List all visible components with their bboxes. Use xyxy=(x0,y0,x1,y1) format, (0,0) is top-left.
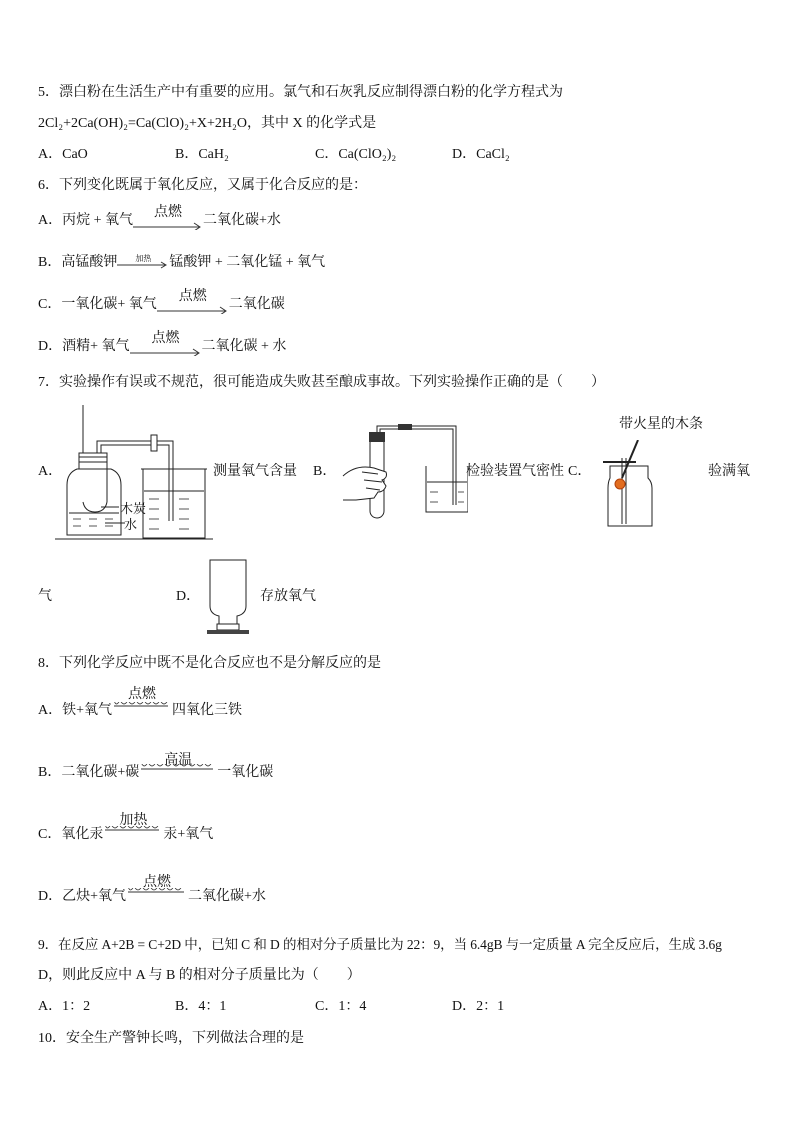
reaction-condition: 高温 xyxy=(164,753,193,768)
reaction-arrow xyxy=(103,813,163,844)
oxygen-storage-bottle xyxy=(205,558,251,636)
reaction-arrow xyxy=(112,687,172,720)
q8-c-product: 汞+氧气 xyxy=(163,827,214,842)
q6-option-b xyxy=(38,254,325,272)
reaction-condition: 加热 xyxy=(135,254,152,263)
q7-stem: 7．实验操作有误或不规范，很可能造成失败甚至酿成事故。下列实验操作正确的是（ ） xyxy=(38,375,605,390)
q8-d-product: 二氧化碳+水 xyxy=(188,889,266,904)
q6-option-c xyxy=(38,289,285,314)
label-glowing-stick: 带火星的木条 xyxy=(619,417,703,432)
q6-b-label: B．高锰酸钾 xyxy=(38,255,118,270)
q6-c-product: 二氧化碳 xyxy=(228,297,285,312)
reaction-condition: 点燃 xyxy=(151,331,180,346)
q5-stem: 5．漂白粉在生活生产中有重要的应用。氯气和石灰乳反应制得漂白粉的化学方程式为 xyxy=(38,85,563,100)
oxygen-full-test-apparatus xyxy=(598,440,668,530)
q9-option-b: B．4：1 xyxy=(175,999,227,1014)
q5-option-b: B．CaH₂ xyxy=(175,147,229,162)
reaction-arrow xyxy=(130,331,202,356)
q6-d-product: 二氧化碳 + 水 xyxy=(201,339,287,354)
q8-b-label: B．二氧化碳+碳 xyxy=(38,765,140,780)
q8-option-b xyxy=(38,753,274,782)
q9-option-c: C．1：4 xyxy=(315,999,367,1014)
q5-equation: 2Cl₂+2Ca(OH)₂=Ca(ClO)₂+X+2H₂O，其中 X 的化学式是 xyxy=(38,116,377,131)
q8-a-label: A．铁+氧气 xyxy=(38,703,113,718)
reaction-condition: 加热 xyxy=(119,813,148,828)
q9-option-a: A．1：2 xyxy=(38,999,91,1014)
q8-option-a xyxy=(38,687,243,720)
reaction-condition: 点燃 xyxy=(154,205,183,220)
q6-stem: 6．下列变化既属于氧化反应，又属于化合反应的是： xyxy=(38,178,367,193)
reaction-arrow xyxy=(157,289,229,314)
q6-option-a xyxy=(38,205,281,230)
q7-option-b-prefix: B． xyxy=(313,464,337,479)
reaction-condition: 点燃 xyxy=(143,875,172,890)
q7-option-c-prefix: C． xyxy=(568,464,592,479)
q7-option-d-text: 存放氧气 xyxy=(260,589,316,604)
q6-a-label: A．丙烷 + 氧气 xyxy=(38,213,134,228)
label-water: 水 xyxy=(124,517,138,532)
q6-c-label: C．一氧化碳+ 氧气 xyxy=(38,297,157,312)
air-tightness-apparatus xyxy=(338,420,468,520)
q8-a-product: 四氧化三铁 xyxy=(172,703,243,718)
q8-b-product: 一氧化碳 xyxy=(217,765,274,780)
q7-option-a-prefix: A． xyxy=(38,464,63,479)
reaction-arrow xyxy=(117,254,169,272)
q5-option-d: D．CaCl₂ xyxy=(452,147,510,162)
q9-option-d: D．2：1 xyxy=(452,999,505,1014)
q8-c-label: C．氧化汞 xyxy=(38,827,104,842)
q5-option-c: C．Ca(ClO₂)₂ xyxy=(315,147,397,162)
reaction-arrow xyxy=(133,205,203,230)
q7-option-c-text-2: 气 xyxy=(38,589,52,604)
q9-stem-line-2: D，则此反应中 A 与 B 的相对分子质量比为（ ） xyxy=(38,968,361,983)
q7-option-a-text: 测量氧气含量 xyxy=(213,464,297,479)
q5-option-a: A．CaO xyxy=(38,147,88,162)
q6-b-product: 锰酸钾 + 二氧化锰 + 氧气 xyxy=(169,255,326,270)
label-charcoal: 木炭 xyxy=(120,501,147,516)
q10-stem: 10．安全生产警钟长鸣，下列做法合理的是 xyxy=(38,1031,304,1046)
reaction-condition: 点燃 xyxy=(128,687,157,702)
q6-d-label: D．酒精+ 氧气 xyxy=(38,339,130,354)
q8-option-d xyxy=(38,875,266,906)
q8-d-label: D．乙炔+氧气 xyxy=(38,889,127,904)
q6-a-product: 二氧化碳+水 xyxy=(203,213,281,228)
q9-stem-line-1: 9．在反应 A+2B = C+2D 中，已知 C 和 D 的相对分子质量比为 22：9，当 6.4gB 与一定质量 A 完全反应后，生成 3.6g xyxy=(38,937,722,952)
q7-option-b-text: 检验装置气密性 xyxy=(466,464,564,479)
reaction-arrow xyxy=(139,753,217,782)
q8-option-c xyxy=(38,813,214,844)
q6-option-d xyxy=(38,331,287,356)
reaction-condition: 点燃 xyxy=(178,289,207,304)
reaction-arrow xyxy=(126,875,188,906)
q8-stem: 8．下列化学反应中既不是化合反应也不是分解反应的是 xyxy=(38,656,381,671)
q7-option-d-prefix: D． xyxy=(176,589,201,604)
q7-option-c-text-1: 验满氧 xyxy=(708,464,750,479)
